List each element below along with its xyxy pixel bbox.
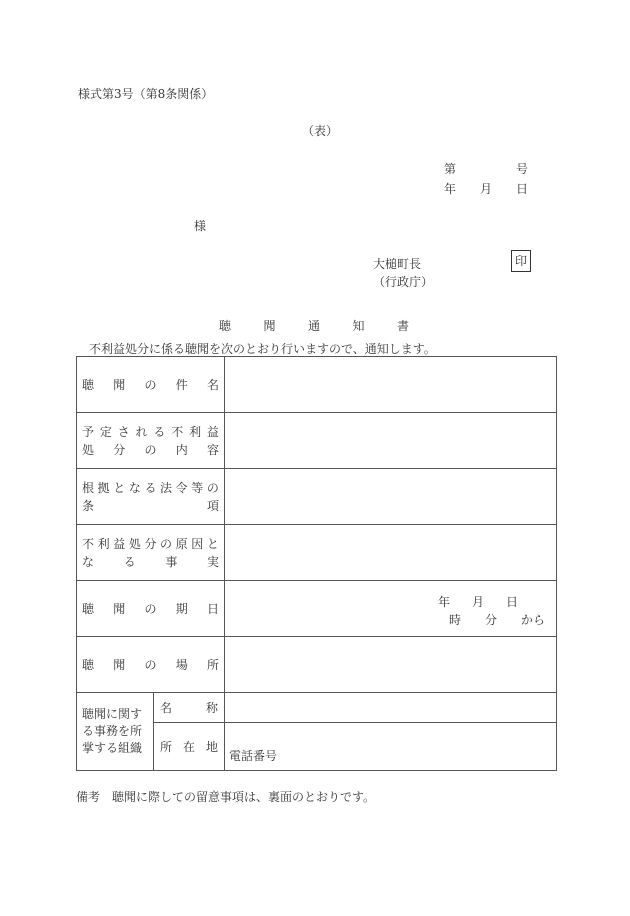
hearing-date-ymd: 年 月 日 [438,595,518,609]
row-hearing-date [77,581,557,637]
intro-text: 不利益処分に係る聴聞を次のとおり行いますので、通知します。 [89,342,436,356]
label-org-name: 名 称 [154,693,225,723]
value-hearing-date[interactable] [225,581,557,637]
value-cause-facts[interactable] [225,525,557,581]
document-title: 聴 聞 通 知 書 [219,319,409,333]
label-cause-facts: 不 利 益 処 分 の 原 因 と な る 事 実 [77,525,225,581]
row-legal-basis [77,469,557,525]
label-organization: 聴聞に関す る事務を所 掌する組織 [77,693,154,771]
hearing-form-table [76,356,557,771]
label-org-address: 所 在 地 [154,723,225,771]
addressee-suffix: 様 [194,219,207,233]
phone-label: 電話番号 [229,749,278,763]
doc-number-suffix: 号 [516,162,529,176]
value-planned-disposition[interactable] [225,413,557,469]
hearing-date-time: 時 分 から [449,613,545,627]
value-subject[interactable] [225,357,557,413]
form-number: 様式第3号（第8条関係） [78,87,214,101]
doc-number-prefix: 第 [444,162,457,176]
row-cause-facts [77,525,557,581]
seal-stamp-box: 印 [511,250,531,272]
date-day: 日 [516,182,529,196]
issuer-name: 大槌町長 [373,257,422,271]
row-org-name [77,693,557,723]
label-subject: 聴 聞 の 件 名 [77,357,225,413]
issuer-note: （行政庁） [373,275,434,289]
value-org-address[interactable] [225,723,557,771]
value-org-name[interactable] [225,693,557,723]
side-label: （表） [302,124,339,138]
row-subject [77,357,557,413]
label-hearing-date: 聴 聞 の 期 日 [77,581,225,637]
label-hearing-place: 聴 聞 の 場 所 [77,637,225,693]
row-planned-disposition [77,413,557,469]
value-hearing-place[interactable] [225,637,557,693]
remarks-note: 備考 聴聞に際しての留意事項は、裏面のとおりです。 [76,790,376,804]
row-hearing-place [77,637,557,693]
label-planned-disposition: 予 定 さ れ る 不 利 益 処 分 の 内 容 [77,413,225,469]
label-legal-basis: 根 拠 と な る 法 令 等 の 条 項 [77,469,225,525]
value-legal-basis[interactable] [225,469,557,525]
date-year: 年 [444,182,457,196]
date-month: 月 [480,182,493,196]
